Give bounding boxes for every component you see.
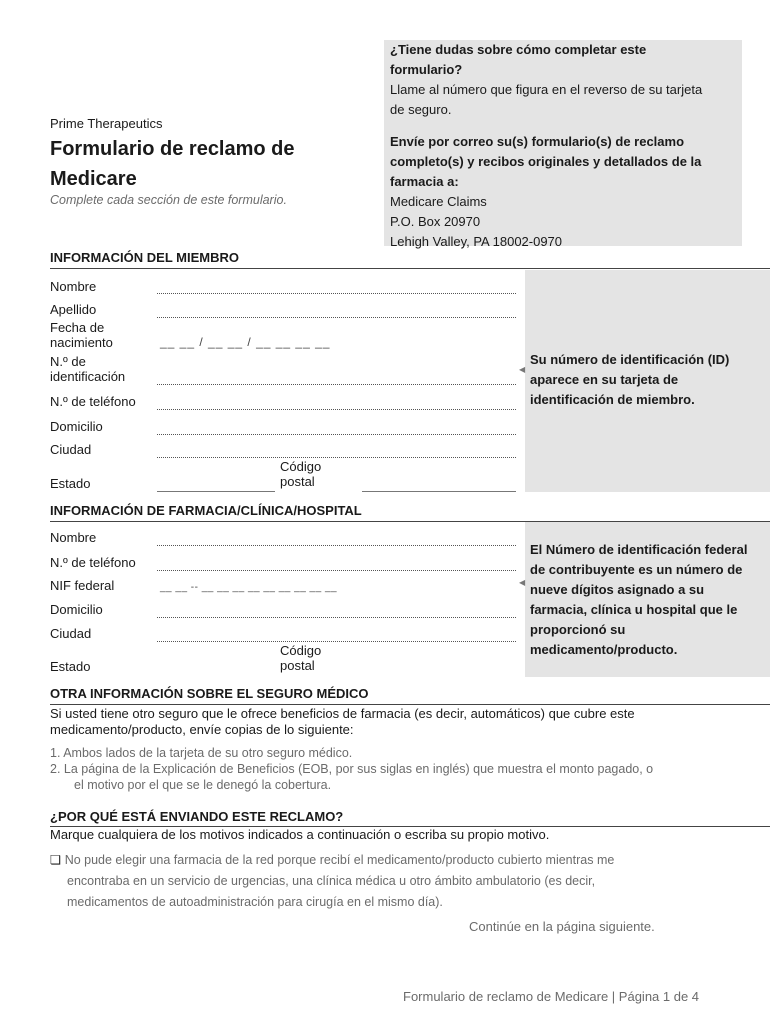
other-insurance-list xyxy=(50,745,760,793)
pharmacy-city-input[interactable] xyxy=(157,641,516,642)
member-address-input[interactable] xyxy=(157,434,516,435)
pharmacy-note-line-6: medicamento/producto. xyxy=(530,642,678,657)
pharmacy-phone-input[interactable] xyxy=(157,570,516,571)
pharmacy-note-line-4: farmacia, clínica u hospital que le xyxy=(530,602,738,617)
pharmacy-zip-label-line-2: postal xyxy=(280,658,315,673)
call-line-1: Llame al número que figura en el reverso de su tarjeta xyxy=(390,82,703,97)
checkbox-icon[interactable]: ❏ xyxy=(50,853,62,867)
title-line-1: Formulario de reclamo de xyxy=(50,138,295,160)
call-line-2: de seguro. xyxy=(390,102,452,117)
reason-text-line-1: No pude elegir una farmacia de la red porque recibí el medicamento/producto cubierto mientras me xyxy=(64,853,615,867)
reason-section-title: ¿POR QUÉ ESTÁ ENVIANDO ESTE RECLAMO? xyxy=(50,809,770,827)
pointer-icon: ◀ xyxy=(519,578,526,587)
member-name-label: Nombre xyxy=(50,279,97,294)
page-subtitle: Complete cada sección de este formulario. xyxy=(50,193,287,207)
pharmacy-address-input[interactable] xyxy=(157,617,516,618)
pharmacy-note-line-2: de contribuyente es un número de xyxy=(530,562,743,577)
other-para-line-2: medicamento/producto, envíe copias de lo siguiente: xyxy=(50,722,354,737)
list-item-continuation: el motivo por el que se le denegó la cobertura. xyxy=(74,778,332,792)
pharmacy-note-line-1: El Número de identificación federal xyxy=(530,542,748,557)
member-note-line-2: aparece en su tarjeta de xyxy=(530,372,679,387)
send-line-2: completo(s) y recibos originales y detallados de la xyxy=(390,154,702,169)
member-note-line-1: Su número de identificación (ID) xyxy=(530,352,730,367)
send-line-3: farmacia a: xyxy=(390,174,459,189)
zip-label-line-2: postal xyxy=(280,474,315,489)
member-city-input[interactable] xyxy=(157,457,516,458)
pharmacy-note-line-5: proporcionó su xyxy=(530,622,626,637)
other-para-line-1: Si usted tiene otro seguro que le ofrece beneficios de farmacia (es decir, automáticos) que cubre este xyxy=(50,706,635,721)
list-item: 1. Ambos lados de la tarjeta de su otro seguro médico. xyxy=(50,746,353,760)
continue-note: Continúe en la página siguiente. xyxy=(469,919,655,934)
pharmacy-nif-label: NIF federal xyxy=(50,578,115,593)
member-state-input[interactable] xyxy=(157,491,275,492)
member-phone-label: N.º de teléfono xyxy=(50,394,136,409)
member-note-line-3: identificación de miembro. xyxy=(530,392,695,407)
reason-instructions: Marque cualquiera de los motivos indicados a continuación o escriba su propio motivo. xyxy=(50,827,550,842)
address-line-2: P.O. Box 20970 xyxy=(390,214,481,229)
reason-checkbox-item[interactable] xyxy=(50,850,760,913)
zip-label-line-1: Código xyxy=(280,459,322,474)
pharmacy-note-line-3: nueve dígitos asignado a su xyxy=(530,582,705,597)
pharmacy-section-title: INFORMACIÓN DE FARMACIA/CLÍNICA/HOSPITAL xyxy=(50,503,770,522)
pharmacy-zip-label-line-1: Código xyxy=(280,643,322,658)
address-line-3: Lehigh Valley, PA 18002-0970 xyxy=(390,234,563,249)
member-birthdate-label xyxy=(50,320,113,350)
company-name: Prime Therapeutics xyxy=(50,116,163,131)
member-lastname-label: Apellido xyxy=(50,302,97,317)
send-line-1: Envíe por correo su(s) formulario(s) de reclamo xyxy=(390,134,685,149)
pharmacy-zip-label xyxy=(280,643,321,673)
pharmacy-name-input[interactable] xyxy=(157,545,516,546)
page-title xyxy=(50,134,350,194)
contact-info-box xyxy=(384,40,742,249)
member-lastname-input[interactable] xyxy=(157,317,516,318)
id-label-line-1: N.º de xyxy=(50,354,86,369)
question-line-1: ¿Tiene dudas sobre cómo completar este xyxy=(390,42,647,57)
pharmacy-phone-label: N.º de teléfono xyxy=(50,555,136,570)
pharmacy-address-label: Domicilio xyxy=(50,602,103,617)
pharmacy-name-label: Nombre xyxy=(50,530,97,545)
list-item: 2. La página de la Explicación de Beneficios (EOB, por sus siglas en inglés) que muestra el monto pagado, o xyxy=(50,762,654,776)
id-label-line-2: identificación xyxy=(50,369,126,384)
other-insurance-section-title: OTRA INFORMACIÓN SOBRE EL SEGURO MÉDICO xyxy=(50,686,770,705)
member-zip-input[interactable] xyxy=(362,491,516,492)
member-city-label: Ciudad xyxy=(50,442,92,457)
pharmacy-nif-note xyxy=(530,540,747,660)
pharmacy-nif-input[interactable]: __ __ -- __ __ __ __ __ __ __ __ __ xyxy=(160,582,338,593)
member-state-label: Estado xyxy=(50,476,91,491)
member-name-input[interactable] xyxy=(157,293,516,294)
page-footer: Formulario de reclamo de Medicare | Página 1 de 4 xyxy=(403,989,700,1004)
member-birthdate-input[interactable]: __ __ / __ __ / __ __ __ __ xyxy=(160,335,331,349)
title-line-2: Medicare xyxy=(50,168,137,190)
address-line-1: Medicare Claims xyxy=(390,194,487,209)
member-id-note xyxy=(530,350,729,410)
reason-text-line-2: encontraba en un servicio de urgencias, una clínica médica u otro ámbito ambulatorio (es decir, xyxy=(67,874,596,888)
member-id-input[interactable] xyxy=(157,384,516,385)
member-address-label: Domicilio xyxy=(50,419,103,434)
pharmacy-state-label: Estado xyxy=(50,659,91,674)
member-id-label xyxy=(50,354,125,384)
pharmacy-city-label: Ciudad xyxy=(50,626,92,641)
birthdate-label-line-2: nacimiento xyxy=(50,335,113,350)
member-zip-label xyxy=(280,459,321,489)
pointer-icon: ◀ xyxy=(519,365,526,374)
reason-text-line-3: medicamentos de autoadministración para cirugía en el mismo día). xyxy=(67,895,443,909)
member-phone-input[interactable] xyxy=(157,409,516,410)
member-section-title: INFORMACIÓN DEL MIEMBRO xyxy=(50,250,770,269)
other-insurance-paragraph xyxy=(50,706,750,738)
birthdate-label-line-1: Fecha de xyxy=(50,320,105,335)
question-line-2: formulario? xyxy=(390,62,463,77)
